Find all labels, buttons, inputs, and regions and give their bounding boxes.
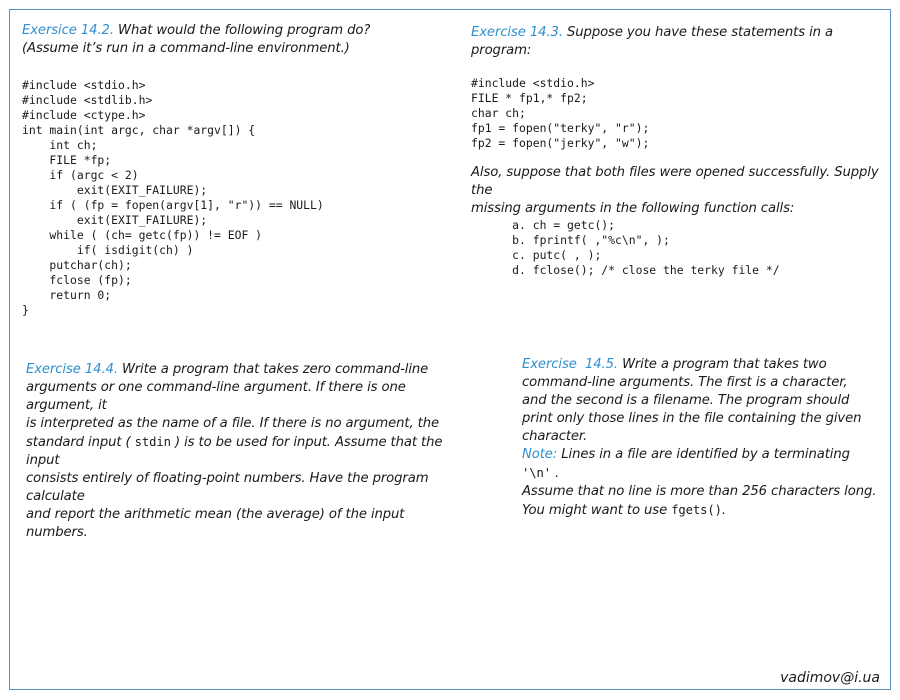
exercise-14-2-question xyxy=(22,22,452,58)
exercise-14-3-calls: a. ch = getc(); b. fprintf( ,"%c\n", ); c. putc( , ); d. fclose(); /* close the terky file */ xyxy=(512,218,780,277)
note-text-part1: Lines in a file are identified by a terminating xyxy=(557,447,854,462)
exercise-14-3-note: Also, suppose that both files were opened successfully. Supply the missing arguments in the following function calls: xyxy=(471,165,879,216)
newline-code: '\n' xyxy=(522,466,551,480)
note-text-part2: . Assume that no line is more than 256 characters long. You might want to use xyxy=(522,466,877,518)
exercise-14-5-label: Exercise 14.5. xyxy=(522,357,619,372)
exercise-14-4-text-part2: ) is to be used for input. Assume that the input consists entirely of floating-point numbers. Have the program calculate and report the arithmetic mean (the average) of the input numbers. xyxy=(26,435,443,540)
exercise-14-3-code: #include <stdio.h> FILE * fp1,* fp2; char ch; fp1 = fopen("terky", "r"); fp2 = fopen("jerky", "w"); xyxy=(471,76,650,150)
note-text-part3: . xyxy=(721,503,726,518)
exercise-14-3-label: Exercise 14.3. xyxy=(471,25,563,40)
exercise-14-2-code: #include <stdio.h> #include <stdlib.h> #include <ctype.h> int main(int argc, char *argv[]) { int ch; FILE *fp; if (argc < 2) exit(EXIT_FAILURE); if ( (fp = fopen(argv[1], "r")) == NULL) exit(EXIT_FAILURE); while ( (ch= getc(fp)) != EOF ) if( isdigit(ch) ) putchar(ch); fclose (fp); return 0; } xyxy=(22,78,324,317)
fgets-code: fgets() xyxy=(671,503,722,517)
exercise-14-4-text xyxy=(26,361,466,542)
exercise-14-4 xyxy=(26,361,466,542)
exercise-14-5-note xyxy=(522,446,882,520)
exercise-14-5-text-body: Write a program that takes two command-line arguments. The first is a character, and the second is a filename. The program should print only those lines in the file containing the given character. xyxy=(522,357,862,444)
exercise-14-2-question-text: What would the following program do? (Assume it’s run in a command-line environment.) xyxy=(22,23,371,56)
exercise-14-4-text-part1: Write a program that takes zero command-line arguments or one command-line argument. If there is one argument, it is interpreted as the name of a file. If there is no argument, the standard input ( xyxy=(26,362,440,450)
exercise-14-2 xyxy=(22,22,452,318)
stdin-code: stdin xyxy=(134,435,171,449)
exercise-14-4-label: Exercise 14.4. xyxy=(26,362,118,377)
note-label: Note: xyxy=(522,447,558,462)
exercise-14-2-label: Exersice 14.2. xyxy=(22,23,114,38)
exercise-14-3-question-text: Suppose you have these statements in a program: xyxy=(471,25,838,58)
exercise-14-5-text xyxy=(522,356,882,446)
author-signature: vadimov@i.ua xyxy=(780,670,880,686)
exercise-14-3 xyxy=(471,24,881,278)
exercise-14-3-question xyxy=(471,24,881,60)
exercise-14-5 xyxy=(522,356,882,520)
